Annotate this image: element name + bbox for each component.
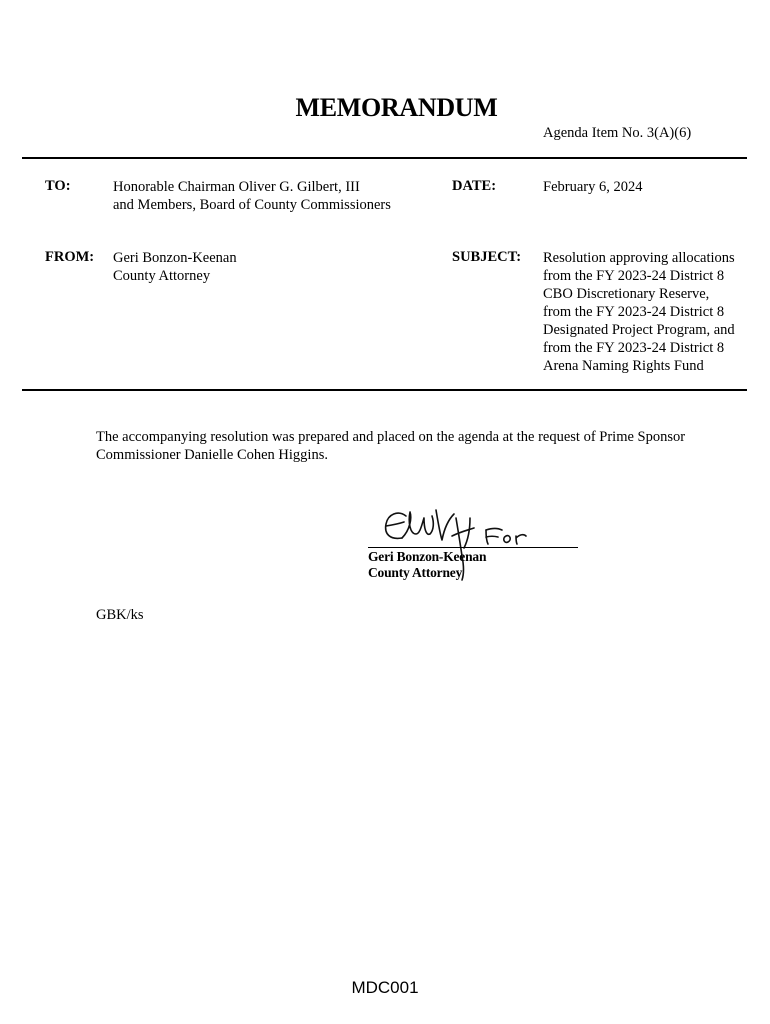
signature-line (368, 547, 578, 548)
subject-line: Resolution approving allocations (543, 250, 735, 266)
body-line: The accompanying resolution was prepared and placed on the agenda at the request of Prime Sponsor (96, 429, 686, 445)
to-line: Honorable Chairman Oliver G. Gilbert, III (113, 179, 360, 195)
date-value: February 6, 2024 (543, 179, 643, 195)
body-line: Commissioner Danielle Cohen Higgins. (96, 447, 328, 463)
signature-block (360, 500, 590, 590)
subject-line: CBO Discretionary Reserve, (543, 286, 710, 302)
memo-body (96, 428, 736, 464)
from-line: Geri Bonzon-Keenan (113, 250, 237, 266)
subject-text (543, 249, 735, 375)
date-label: DATE: (452, 178, 497, 194)
subject-line: Designated Project Program, and (543, 322, 735, 338)
typist-initials: GBK/ks (96, 607, 144, 623)
header-bottom-rule (22, 389, 747, 391)
from-label: FROM: (45, 249, 95, 265)
subject-label: SUBJECT: (452, 249, 522, 265)
from-sender (113, 249, 237, 285)
signatory-name: Geri Bonzon-Keenan (368, 549, 487, 564)
subject-line: from the FY 2023-24 District 8 (543, 340, 725, 356)
document-code: MDC001 (351, 978, 419, 997)
to-line: and Members, Board of County Commissioners (113, 197, 391, 213)
to-label: TO: (45, 178, 71, 194)
signatory-role: County Attorney (368, 565, 463, 580)
agenda-item-number: Agenda Item No. 3(A)(6) (543, 125, 692, 141)
header-top-rule (22, 157, 747, 159)
subject-line: from the FY 2023-24 District 8 (543, 304, 725, 320)
to-recipients (113, 178, 391, 214)
subject-line: from the FY 2023-24 District 8 (543, 268, 725, 284)
memo-title: MEMORANDUM (295, 93, 498, 122)
from-line: County Attorney (113, 268, 211, 284)
subject-line: Arena Naming Rights Fund (543, 358, 704, 374)
